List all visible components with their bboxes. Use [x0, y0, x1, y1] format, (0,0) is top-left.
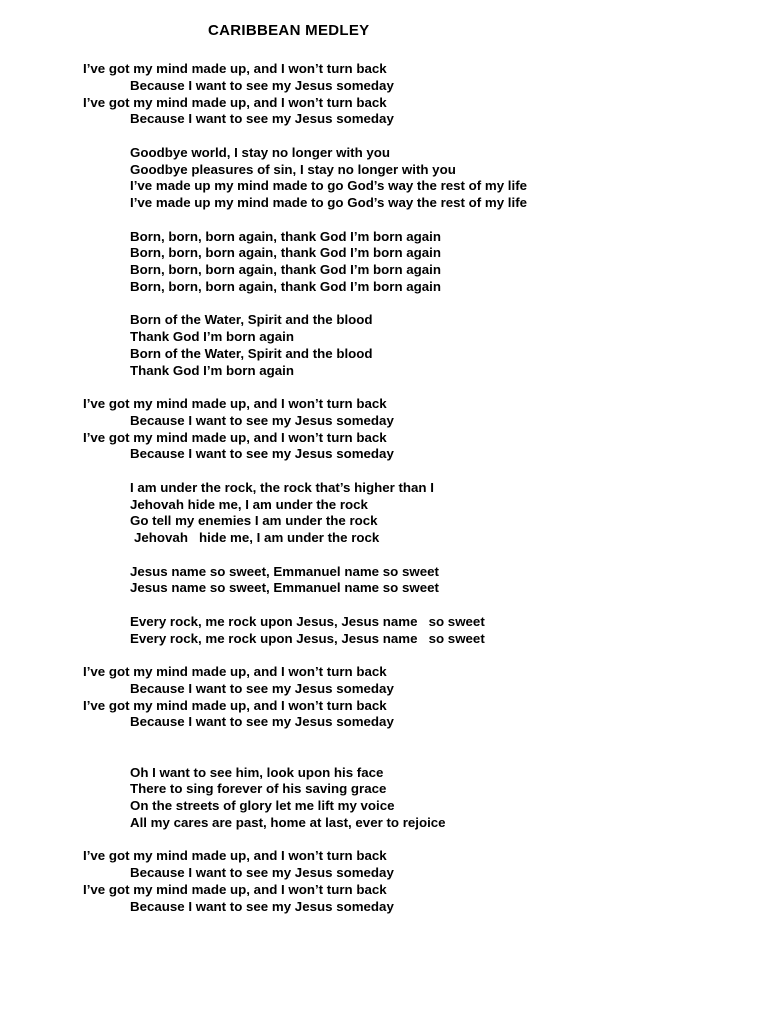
stanza-gap — [0, 832, 768, 849]
stanza-gap — [0, 597, 768, 614]
stanza-gap — [0, 296, 768, 313]
lyric-line: I’ve got my mind made up, and I won’t turn back — [83, 664, 387, 679]
lyric-line: Because I want to see my Jesus someday — [130, 77, 394, 93]
lyric-line: I’ve got my mind made up, and I won’t turn back — [83, 881, 387, 897]
stanza-gap — [0, 547, 768, 564]
stanza — [0, 145, 768, 212]
stanza — [0, 664, 768, 731]
stanza — [0, 396, 768, 463]
lyric-line: I am under the rock, the rock that’s higher than I — [130, 479, 434, 495]
lyric-line: Every rock, me rock upon Jesus, Jesus name so sweet — [130, 630, 485, 646]
lyric-line: Because I want to see my Jesus someday — [130, 111, 394, 127]
stanza-gap — [0, 647, 768, 664]
lyric-line: I’ve got my mind made up, and I won’t turn back — [83, 429, 387, 445]
lyric-line: Thank God I’m born again — [130, 329, 295, 344]
stanza-gap — [0, 212, 768, 229]
lyric-line: I’ve got my mind made up, and I won’t turn back — [83, 848, 387, 864]
lyric-line: Born, born, born again, thank God I’m born again — [130, 278, 442, 294]
lyric-line: Jesus name so sweet, Emmanuel name so sweet — [130, 580, 439, 596]
lyric-line: Goodbye world, I stay no longer with you — [130, 144, 391, 160]
lyric-line: Jehovah hide me, I am under the rock — [134, 530, 380, 545]
lyric-line: Go tell my enemies I am under the rock — [130, 513, 378, 529]
lyric-line: I’ve got my mind made up, and I won’t turn back — [83, 396, 387, 411]
stanza — [0, 848, 768, 915]
lyric-line: I’ve got my mind made up, and I won’t turn back — [83, 94, 387, 110]
stanza — [0, 614, 768, 648]
lyric-line: On the streets of glory let me lift my voice — [130, 798, 395, 813]
stanza — [0, 312, 768, 379]
lyric-line: I’ve got my mind made up, and I won’t turn back — [83, 61, 387, 76]
lyric-line: Born of the Water, Spirit and the blood — [130, 345, 373, 361]
lyric-line: All my cares are past, home at last, ever to rejoice — [130, 814, 446, 830]
stanza-gap — [0, 463, 768, 480]
stanza — [0, 480, 768, 547]
lyric-line: Born, born, born again, thank God I’m born again — [130, 262, 442, 277]
lyric-line: Because I want to see my Jesus someday — [130, 898, 394, 914]
lyric-line: Jehovah hide me, I am under the rock — [130, 496, 368, 512]
lyric-line: Oh I want to see him, look upon his face — [130, 764, 384, 780]
lyric-line: Because I want to see my Jesus someday — [130, 865, 394, 880]
lyric-line: Because I want to see my Jesus someday — [130, 412, 394, 428]
lyric-line: Thank God I’m born again — [130, 362, 295, 378]
lyric-line: There to sing forever of his saving grace — [130, 781, 387, 797]
stanza — [0, 229, 768, 296]
stanza-gap — [0, 731, 768, 765]
lyric-line: Because I want to see my Jesus someday — [130, 714, 394, 730]
page-title: CARIBBEAN MEDLEY — [208, 22, 370, 39]
lyric-line: I’ve got my mind made up, and I won’t turn back — [83, 697, 387, 713]
lyric-line: Born, born, born again, thank God I’m born again — [130, 228, 442, 244]
lyric-line: Because I want to see my Jesus someday — [130, 680, 394, 696]
lyric-line: Born of the Water, Spirit and the blood — [130, 312, 373, 328]
lyrics-body — [0, 61, 768, 915]
lyric-line: Born, born, born again, thank God I’m born again — [130, 245, 442, 261]
lyric-line: Because I want to see my Jesus someday — [130, 446, 394, 462]
lyric-line: I’ve made up my mind made to go God’s way the rest of my life — [130, 178, 528, 194]
lyric-line: Every rock, me rock upon Jesus, Jesus name so sweet — [130, 613, 485, 629]
lyric-line: Goodbye pleasures of sin, I stay no longer with you — [130, 161, 456, 177]
lyric-line: Jesus name so sweet, Emmanuel name so sweet — [130, 563, 439, 579]
stanza-gap — [0, 379, 768, 396]
lyric-line: I’ve made up my mind made to go God’s way the rest of my life — [130, 195, 528, 210]
stanza — [0, 564, 768, 598]
stanza — [0, 61, 768, 128]
stanza — [0, 765, 768, 832]
stanza-gap — [0, 128, 768, 145]
